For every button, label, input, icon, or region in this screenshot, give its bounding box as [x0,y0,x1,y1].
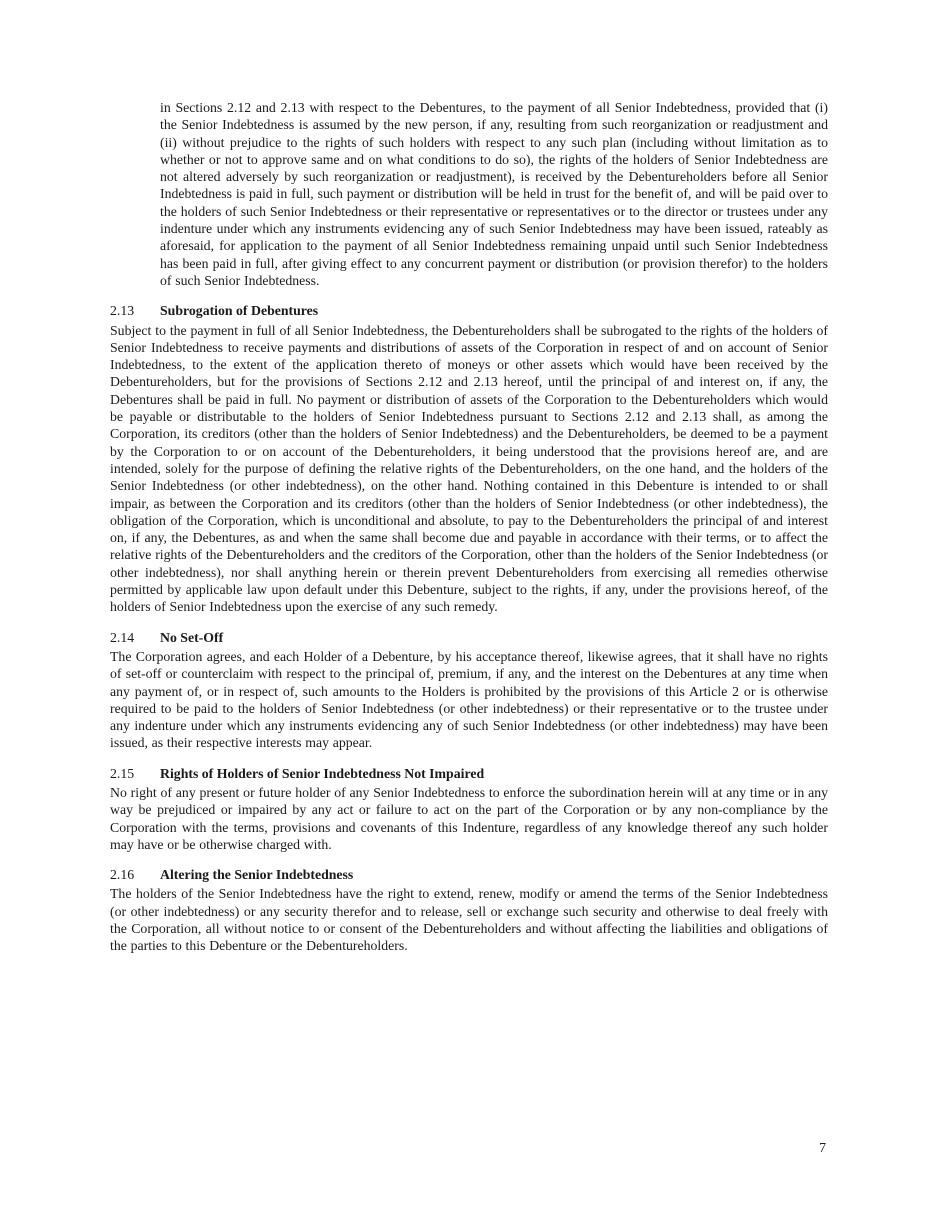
section-body-2-14: The Corporation agrees, and each Holder of a Debenture, by his acceptance thereof, likewise agrees, that it shall have no rights of set-off or counterclaim with respect to the principal of, premium, if any, and the interest on the Debentures at any time when any payment of, or in respect of, such amounts to the Holders is prohibited by the provisions of this Article 2 or is otherwise required to be paid to the holders of Senior Indebtedness (or other indebtedness) or their representative or to the trustee under any indenture under which any instruments evidencing any of such Senior Indebtedness (or other indebtedness) may have been issued, as their respective interests may appear. [110,648,828,751]
section-title: Rights of Holders of Senior Indebtedness Not Impaired [160,765,485,781]
section-number: 2.14 [110,629,135,645]
section-title: Subrogation of Debentures [160,303,319,319]
section-title: No Set-Off [160,629,224,645]
section-number: 2.13 [110,303,135,319]
section-heading-2-15 [110,765,828,782]
section-number: 2.15 [110,765,135,781]
section-heading-2-16 [110,866,828,883]
section-title: Altering the Senior Indebtedness [160,867,354,883]
page-number: 7 [819,1139,826,1155]
section-body-2-16: The holders of the Senior Indebtedness have the right to extend, renew, modify or amend the terms of the Senior Indebtedness (or other indebtedness) or any security therefor and to release, sell or exchange such security and otherwise to deal freely with the Corporation, all without notice to or consent of the Debentureholders and without affecting the liabilities and obligations of the parties to this Debenture or the Debentureholders. [110,886,828,954]
section-body-2-13: Subject to the payment in full of all Senior Indebtedness, the Debentureholders shall be subrogated to the rights of the holders of Senior Indebtedness to receive payments and distributions of assets of the Corporation in respect of and on account of Senior Indebtedness, to the extent of the application thereto of moneys or other assets which would have been received by the Debentureholders, but for the provisions of Sections 2.12 and 2.13 hereof, until the principal of and interest on, if any, the Debentures shall be paid in full. No payment or distribution of assets of the Corporation to the Debentureholders which would be payable or distributable to the holders of Senior Indebtedness pursuant to Sections 2.12 and 2.13 shall, as among the Corporation, its creditors (other than the holders of Senior Indebtedness) and the Debentureholders, be deemed to be a payment by the Corporation to or on account of the Debentureholders, it being understood that the provisions hereof are, and are intended, solely for the purpose of defining the relative rights of the Debentureholders, on the one hand, and the holders of the Senior Indebtedness (or other indebtedness), on the other hand. Nothing contained in this Debenture is intended to or shall impair, as between the Corporation and its creditors (other than the holders of Senior Indebtedness (or other indebtedness), the obligation of the Corporation, which is unconditional and absolute, to pay to the Debentureholders the principal of and interest on, if any, the Debentures, as and when the same shall become due and payable in accordance with their terms, or to affect the relative rights of the Debentureholders and the creditors of the Corporation, other than the holders of the Senior Indebtedness (or other indebtedness), nor shall anything herein or therein prevent Debentureholders from exercising all remedies otherwise permitted by applicable law upon default under this Debenture, subject to the rights, if any, under the provisions hereof, of the holders of Senior Indebtedness upon the exercise of any such remedy. [110,322,828,615]
section-number: 2.16 [110,867,135,883]
continuation-paragraph: in Sections 2.12 and 2.13 with respect to the Debentures, to the payment of all Senior Indebtedness, provided that (i) the Senior Indebtedness is assumed by the new person, if any, resulting from such reorganization or readjustment and (ii) without prejudice to the rights of such holders with respect to any such plan (including without limitation as to whether or not to approve same and on what conditions to do so), the rights of the holders of Senior Indebtedness are not altered adversely by such reorganization or readjustment), is received by the Debentureholders before all Senior Indebtedness is paid in full, such payment or distribution will be held in trust for the benefit of, and will be paid over to the holders of such Senior Indebtedness or their representative or representatives or to the director or trustees under any indenture under which any instruments evidencing any of such Senior Indebtedness may have been issued, rateably as aforesaid, for application to the payment of all Senior Indebtedness remaining unpaid until such Senior Indebtedness has been paid in full, after giving effect to any concurrent payment or distribution (or provision therefor) to the holders of such Senior Indebtedness. [160,100,828,288]
section-body-2-15: No right of any present or future holder of any Senior Indebtedness to enforce the subordination herein will at any time or in any way be prejudiced or impaired by any act or failure to act on the part of the Corporation or by any non-compliance by the Corporation with the terms, provisions and covenants of this Indenture, regardless of any knowledge thereof any such holder may have or be otherwise charged with. [110,784,828,852]
section-heading-2-14 [110,629,828,646]
section-heading-2-13 [110,302,828,319]
